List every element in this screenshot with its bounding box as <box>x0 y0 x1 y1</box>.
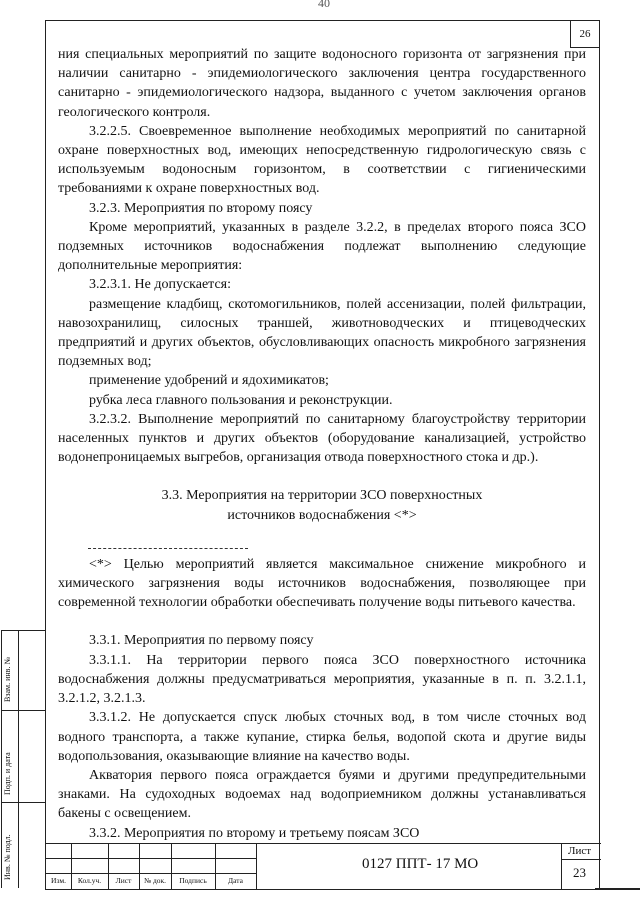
paragraph: 3.3.2. Мероприятия по второму и третьему поясам ЗСО <box>89 825 420 841</box>
document-body <box>58 45 586 843</box>
col-ndok: № док. <box>143 876 167 885</box>
spacer <box>58 467 586 486</box>
paragraph: 3.2.2.5. Своевременное выполнение необходимых мероприятий по санитарной охране поверхностных вод, имеющих непосредственную гидрологическую связь с используемым водоносным горизонтом, в соответствии с гигиеническими требованиями к охране поверхностных вод. <box>58 123 586 197</box>
label-inv-podl: Инв. № подл. <box>3 834 12 880</box>
spacer <box>58 612 586 631</box>
side-stamp <box>1 630 45 888</box>
title-block <box>46 843 599 889</box>
paragraph: Кроме мероприятий, указанных в разделе 3.2.2, в пределах второго пояса ЗСО подземных источников водоснабжения подлежат выполнению следующие дополнительные мероприятия: <box>58 219 586 274</box>
col-podpis: Подпись <box>179 876 207 885</box>
col-koluch: Кол.уч. <box>77 876 102 885</box>
paragraph: ния специальных мероприятий по защите водоносного горизонта от загрязнения при наличии санитарно - эпидемиологического заключения центра государственного санитарно - эпидемиологического надзора, выданного с учетом заключения органов геологического контроля. <box>58 47 586 120</box>
top-page-number: 40 <box>318 0 330 10</box>
sheet-label: Лист <box>568 845 592 857</box>
section-heading: источников водоснабжения <*> <box>227 507 417 523</box>
label-podp-data: Подп. и дата <box>3 752 12 795</box>
section-heading: 3.3. Мероприятия на территории ЗСО поверхностных <box>161 488 483 504</box>
paragraph: 3.2.3.1. Не допускается: <box>89 277 232 293</box>
paragraph: 3.2.3. Мероприятия по второму поясу <box>89 200 313 216</box>
col-data: Дата <box>228 876 243 885</box>
paragraph: <*> Целью мероприятий является максимальное снижение микробного и химического загрязнения воды источников водоснабжения, позволяющее при современной технологии обработки обеспечивать получение воды питьевого качества. <box>58 556 586 611</box>
col-list: Лист <box>115 876 132 885</box>
edge-mark <box>595 888 640 890</box>
col-izm: Изм. <box>51 876 66 885</box>
paragraph: Акватория первого пояса ограждается буями и другими предупредительными знаками. На судоходных водоемах над водоприемником должны устанавливаться бакены с освещением. <box>58 767 586 822</box>
sheet-number: 23 <box>573 865 586 880</box>
paragraph: 3.3.1. Мероприятия по первому поясу <box>89 633 314 649</box>
page-number-box: 26 <box>570 20 600 48</box>
document-code: 0127 ППТ- 17 МО <box>362 856 479 872</box>
paragraph: 3.2.3.2. Выполнение мероприятий по санитарному благоустройству территории населенных пунктов и других объектов (оборудование канализацией, устройство водонепроницаемых выгребов, организация отвода поверхностного стока и др.). <box>58 411 586 466</box>
paragraph: размещение кладбищ, скотомогильников, полей ассенизации, полей фильтрации, навозохранилищ, силосных траншей, животноводческих и птицеводческих предприятий и других объектов, обусловливающих опасность микробного загрязнения подземных вод; <box>58 296 586 370</box>
spacer <box>58 525 586 544</box>
label-vzam-inv: Взам. инв. № <box>3 656 12 702</box>
footnote-rule <box>88 548 248 549</box>
paragraph: рубка леса главного пользования и реконструкции. <box>89 392 393 408</box>
paragraph: 3.3.1.2. Не допускается спуск любых сточных вод, в том числе сточных вод водного транспорта, а также купание, стирка белья, водопой скота и другие виды водопользования, оказывающие влияние на качество воды. <box>58 710 586 764</box>
paragraph: применение удобрений и ядохимикатов; <box>89 373 329 389</box>
paragraph: 3.3.1.1. На территории первого пояса ЗСО поверхностного источника водоснабжения должны предусматриваться мероприятия, указанные в п. п. 3.2.1.1, 3.2.1.2, 3.2.1.3. <box>58 652 586 707</box>
document-frame <box>45 20 600 890</box>
